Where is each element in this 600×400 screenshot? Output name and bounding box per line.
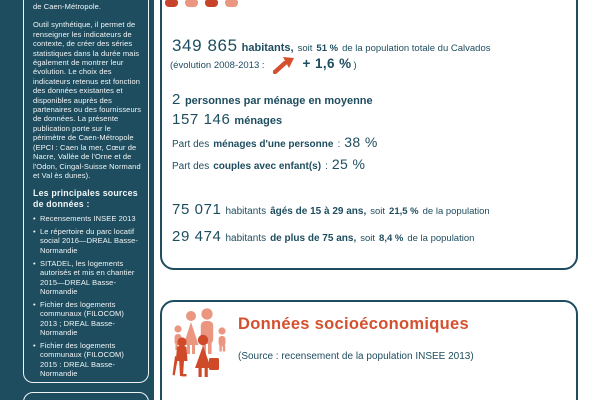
socioeconomic-panel [160,300,578,400]
evolution-label: (évolution 2008-2013 : [170,60,265,71]
population-pre: soit [297,43,313,54]
source-item: • Fichier des logements communaux (FILOCOM) 2013 ; DREAL Basse-Normandie [33,300,142,338]
person-icon [185,0,198,7]
sidebar-intro-tail: de Caen-Métropole. [33,2,102,11]
single-pre: Part des [172,139,210,150]
couples-bold: couples avec enfant(s) [213,161,322,172]
sources-list [33,214,142,379]
sidebar [0,0,154,400]
evolution-line [170,56,357,73]
person-icon [205,0,218,7]
person-icon [165,0,178,7]
elderly-share: 8,4 % [379,233,404,244]
population-share: 51 % [316,43,339,54]
sources-heading: Les principales sources de données : [33,188,138,209]
sidebar-paragraph: Outil synthétique, il permet de renseigner les indicateurs de contexte, de créer des séries statistiques dans la durée mais également de montrer leur évolution. Le choix des indicateurs retenus est fonction des données existantes et disponibles auprès des partenaires ou des fournisseurs de données. La présente publication porte sur le périmètre de Caen-Métropole (EPCI : Caen la mer, Cœur de Nacre, Vallée de l'Orne et de l'Odon, Cingal-Suisse Normand et Val ès dunes). [33,20,142,180]
evolution-close: ) [353,60,357,71]
source-item: • Fichier des logements communaux (FILOCOM) 2015 : DREAL Basse-Normandie [33,341,142,379]
source-item: • SITADEL, les logements autorisés et mis en chantier 2015—DREAL Basse-Normandie [33,259,142,297]
elderly-pre: soit [360,233,376,244]
single-person-line [172,134,378,150]
households-line [172,111,282,128]
demographics-panel [160,0,578,270]
elderly-unit: habitants [225,233,267,244]
households-label: ménages [234,115,283,127]
household-size-label: personnes par ménage en moyenne [184,95,373,107]
couples-value: 25 % [331,156,366,172]
single-sep: : [337,139,341,150]
cropped-people-icons [165,0,238,7]
young-pre: soit [370,206,386,217]
person-icon [225,0,238,7]
single-value: 38 % [344,134,378,150]
age-15-29-line [172,201,490,218]
young-unit: habitants [225,206,267,217]
elderly-post: de la population [407,233,475,244]
elderly-value: 29 474 [172,228,222,245]
sidebar-info-box [23,0,149,383]
young-bold: âgés de 15 à 29 ans, [270,206,367,217]
households-value: 157 146 [172,111,231,128]
evolution-value: + 1,6 % [302,56,352,71]
young-share: 21,5 % [389,206,419,217]
elderly-bold: de plus de 75 ans, [270,233,357,244]
couples-children-line [172,156,365,172]
single-bold: ménages d'une personne [213,139,334,150]
population-line [172,36,490,56]
source-item: • Le répertoire du parc locatif social 2016—DREAL Basse-Normandie [33,227,142,255]
household-size-line [172,91,373,108]
couples-pre: Part des [172,161,210,172]
socio-source-note: (Source : recensement de la population INSEE 2013) [238,351,474,362]
socio-section-title: Données socioéconomiques [238,315,469,333]
population-post: de la population totale du Calvados [342,43,491,54]
household-size-value: 2 [172,91,181,108]
couples-sep: : [325,161,328,172]
sidebar-next-box [23,392,149,400]
age-75-plus-line [172,228,474,245]
population-unit: habitants, [241,42,294,54]
population-value: 349 865 [172,36,238,55]
family-group-icon [166,306,236,382]
trend-up-arrow-icon [273,57,295,74]
source-item: • Recensements INSEE 2013 [33,214,142,223]
young-value: 75 071 [172,201,222,218]
young-post: de la population [422,206,490,217]
